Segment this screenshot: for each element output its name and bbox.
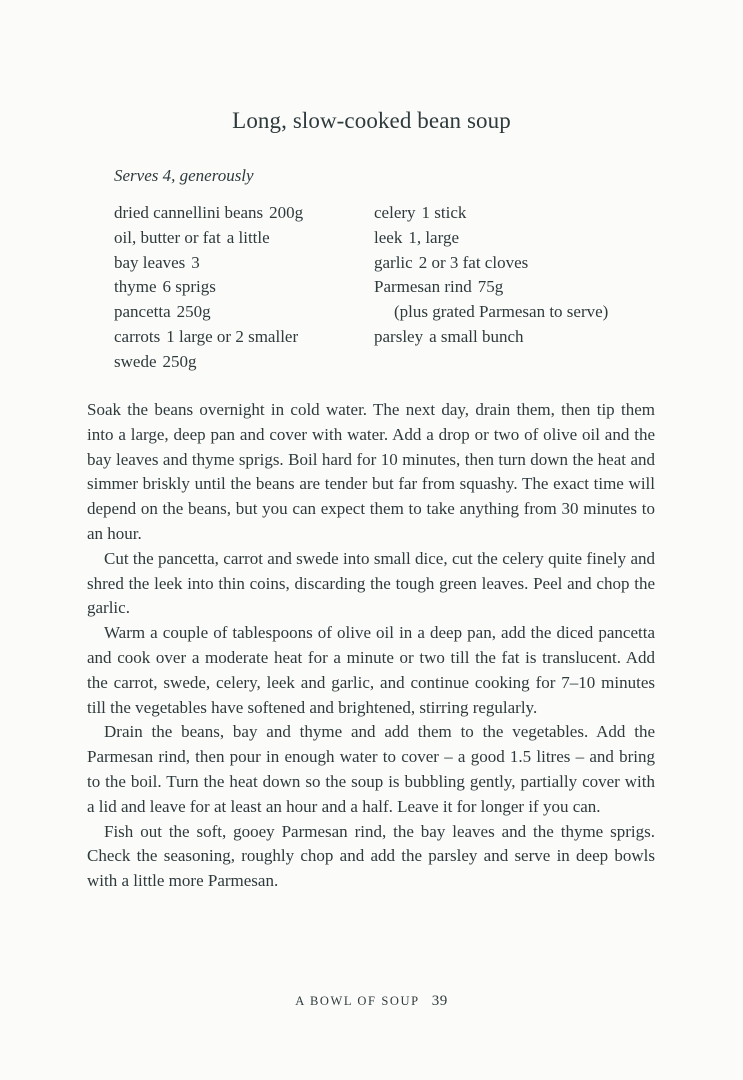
ingredient-qty: 75g — [477, 277, 504, 297]
ingredient-line — [374, 226, 608, 251]
ingredient-name: swede — [114, 351, 157, 371]
ingredient-line — [114, 325, 303, 350]
ingredient-name: dried cannellini beans — [114, 203, 264, 222]
ingredient-line — [114, 226, 303, 251]
ingredient-line — [374, 275, 608, 300]
serves-note: Serves 4, generously — [114, 166, 254, 185]
ingredient-line — [114, 275, 303, 300]
ingredient-name: thyme — [114, 277, 157, 297]
ingredient-line — [374, 201, 608, 226]
ingredient-name: pancetta — [114, 302, 171, 322]
ingredient-name: oil, butter or fat — [114, 227, 221, 247]
method-paragraph: Cut the pancetta, carrot and swede into small dice, cut the celery quite finely and shred the leek into thin coins, discarding the tough green leaves. Peel and chop the garlic. — [87, 548, 655, 618]
ingredient-name: celery — [374, 203, 416, 222]
ingredient-name: leek — [374, 227, 403, 247]
ingredient-name: parsley — [374, 326, 424, 346]
page-footer — [0, 993, 743, 1010]
ingredient-name: carrots — [114, 326, 161, 346]
ingredient-qty: 250g — [176, 302, 211, 322]
ingredient-name: bay leaves — [114, 252, 186, 272]
ingredient-qty: 1 stick — [421, 203, 467, 222]
ingredient-note — [374, 300, 608, 325]
ingredient-name: (plus grated Parmesan to serve) — [394, 302, 609, 322]
running-footer-section: A BOWL OF SOUP — [295, 994, 420, 1008]
ingredient-line — [374, 251, 608, 276]
method-paragraph: Drain the beans, bay and thyme and add them to the vegetables. Add the Parmesan rind, then pour in enough water to cover – a good 1.5 litres – and bring to the boil. Turn the heat down so the soup is bubbling gently, partially cover with a lid and leave for at least an hour and a half. Leave it for longer if you can. — [87, 722, 655, 816]
ingredients-right-column — [374, 201, 608, 350]
ingredient-qty: 3 — [191, 252, 200, 272]
ingredient-line — [114, 201, 303, 226]
ingredients-left-column — [114, 201, 303, 375]
method-paragraph: Fish out the soft, gooey Parmesan rind, the bay leaves and the thyme sprigs. Check the seasoning, roughly chop and add the parsley and serve in deep bowls with a little more Parmesan. — [87, 821, 655, 891]
ingredient-qty: 1 large or 2 smaller — [166, 326, 299, 346]
ingredient-line — [114, 251, 303, 276]
ingredient-qty: 2 or 3 fat cloves — [418, 252, 529, 272]
recipe-title: Long, slow-cooked bean soup — [232, 108, 511, 133]
ingredient-name: Parmesan rind — [374, 277, 472, 297]
ingredient-qty: a little — [226, 227, 270, 247]
method-paragraph: Soak the beans overnight in cold water. The next day, drain them, then tip them into a large, deep pan and cover with water. Add a drop or two of olive oil and the bay leaves and thyme sprigs. Boil hard for 10 minutes, then turn down the heat and simmer briskly until the beans are tender but far from squashy. The exact time will depend on the beans, but you can expect them to take anything from 30 minutes to an hour. — [87, 400, 655, 543]
ingredient-line — [374, 325, 608, 350]
ingredient-name: garlic — [374, 252, 413, 272]
ingredient-qty: 6 sprigs — [162, 277, 216, 297]
page-number: 39 — [431, 993, 448, 1009]
method-text — [87, 398, 655, 894]
ingredient-qty: 200g — [269, 203, 304, 222]
ingredient-line — [114, 350, 303, 375]
ingredient-line — [114, 300, 303, 325]
ingredient-qty: 250g — [162, 351, 197, 371]
ingredient-qty: a small bunch — [429, 326, 524, 346]
ingredient-qty: 1, large — [408, 227, 459, 247]
method-paragraph: Warm a couple of tablespoons of olive oil in a deep pan, add the diced pancetta and cook over a moderate heat for a minute or two till the fat is translucent. Add the carrot, swede, celery, leek and garlic, and continue cooking for 7–10 minutes till the vegetables have softened and brightened, stirring regularly. — [87, 623, 655, 717]
